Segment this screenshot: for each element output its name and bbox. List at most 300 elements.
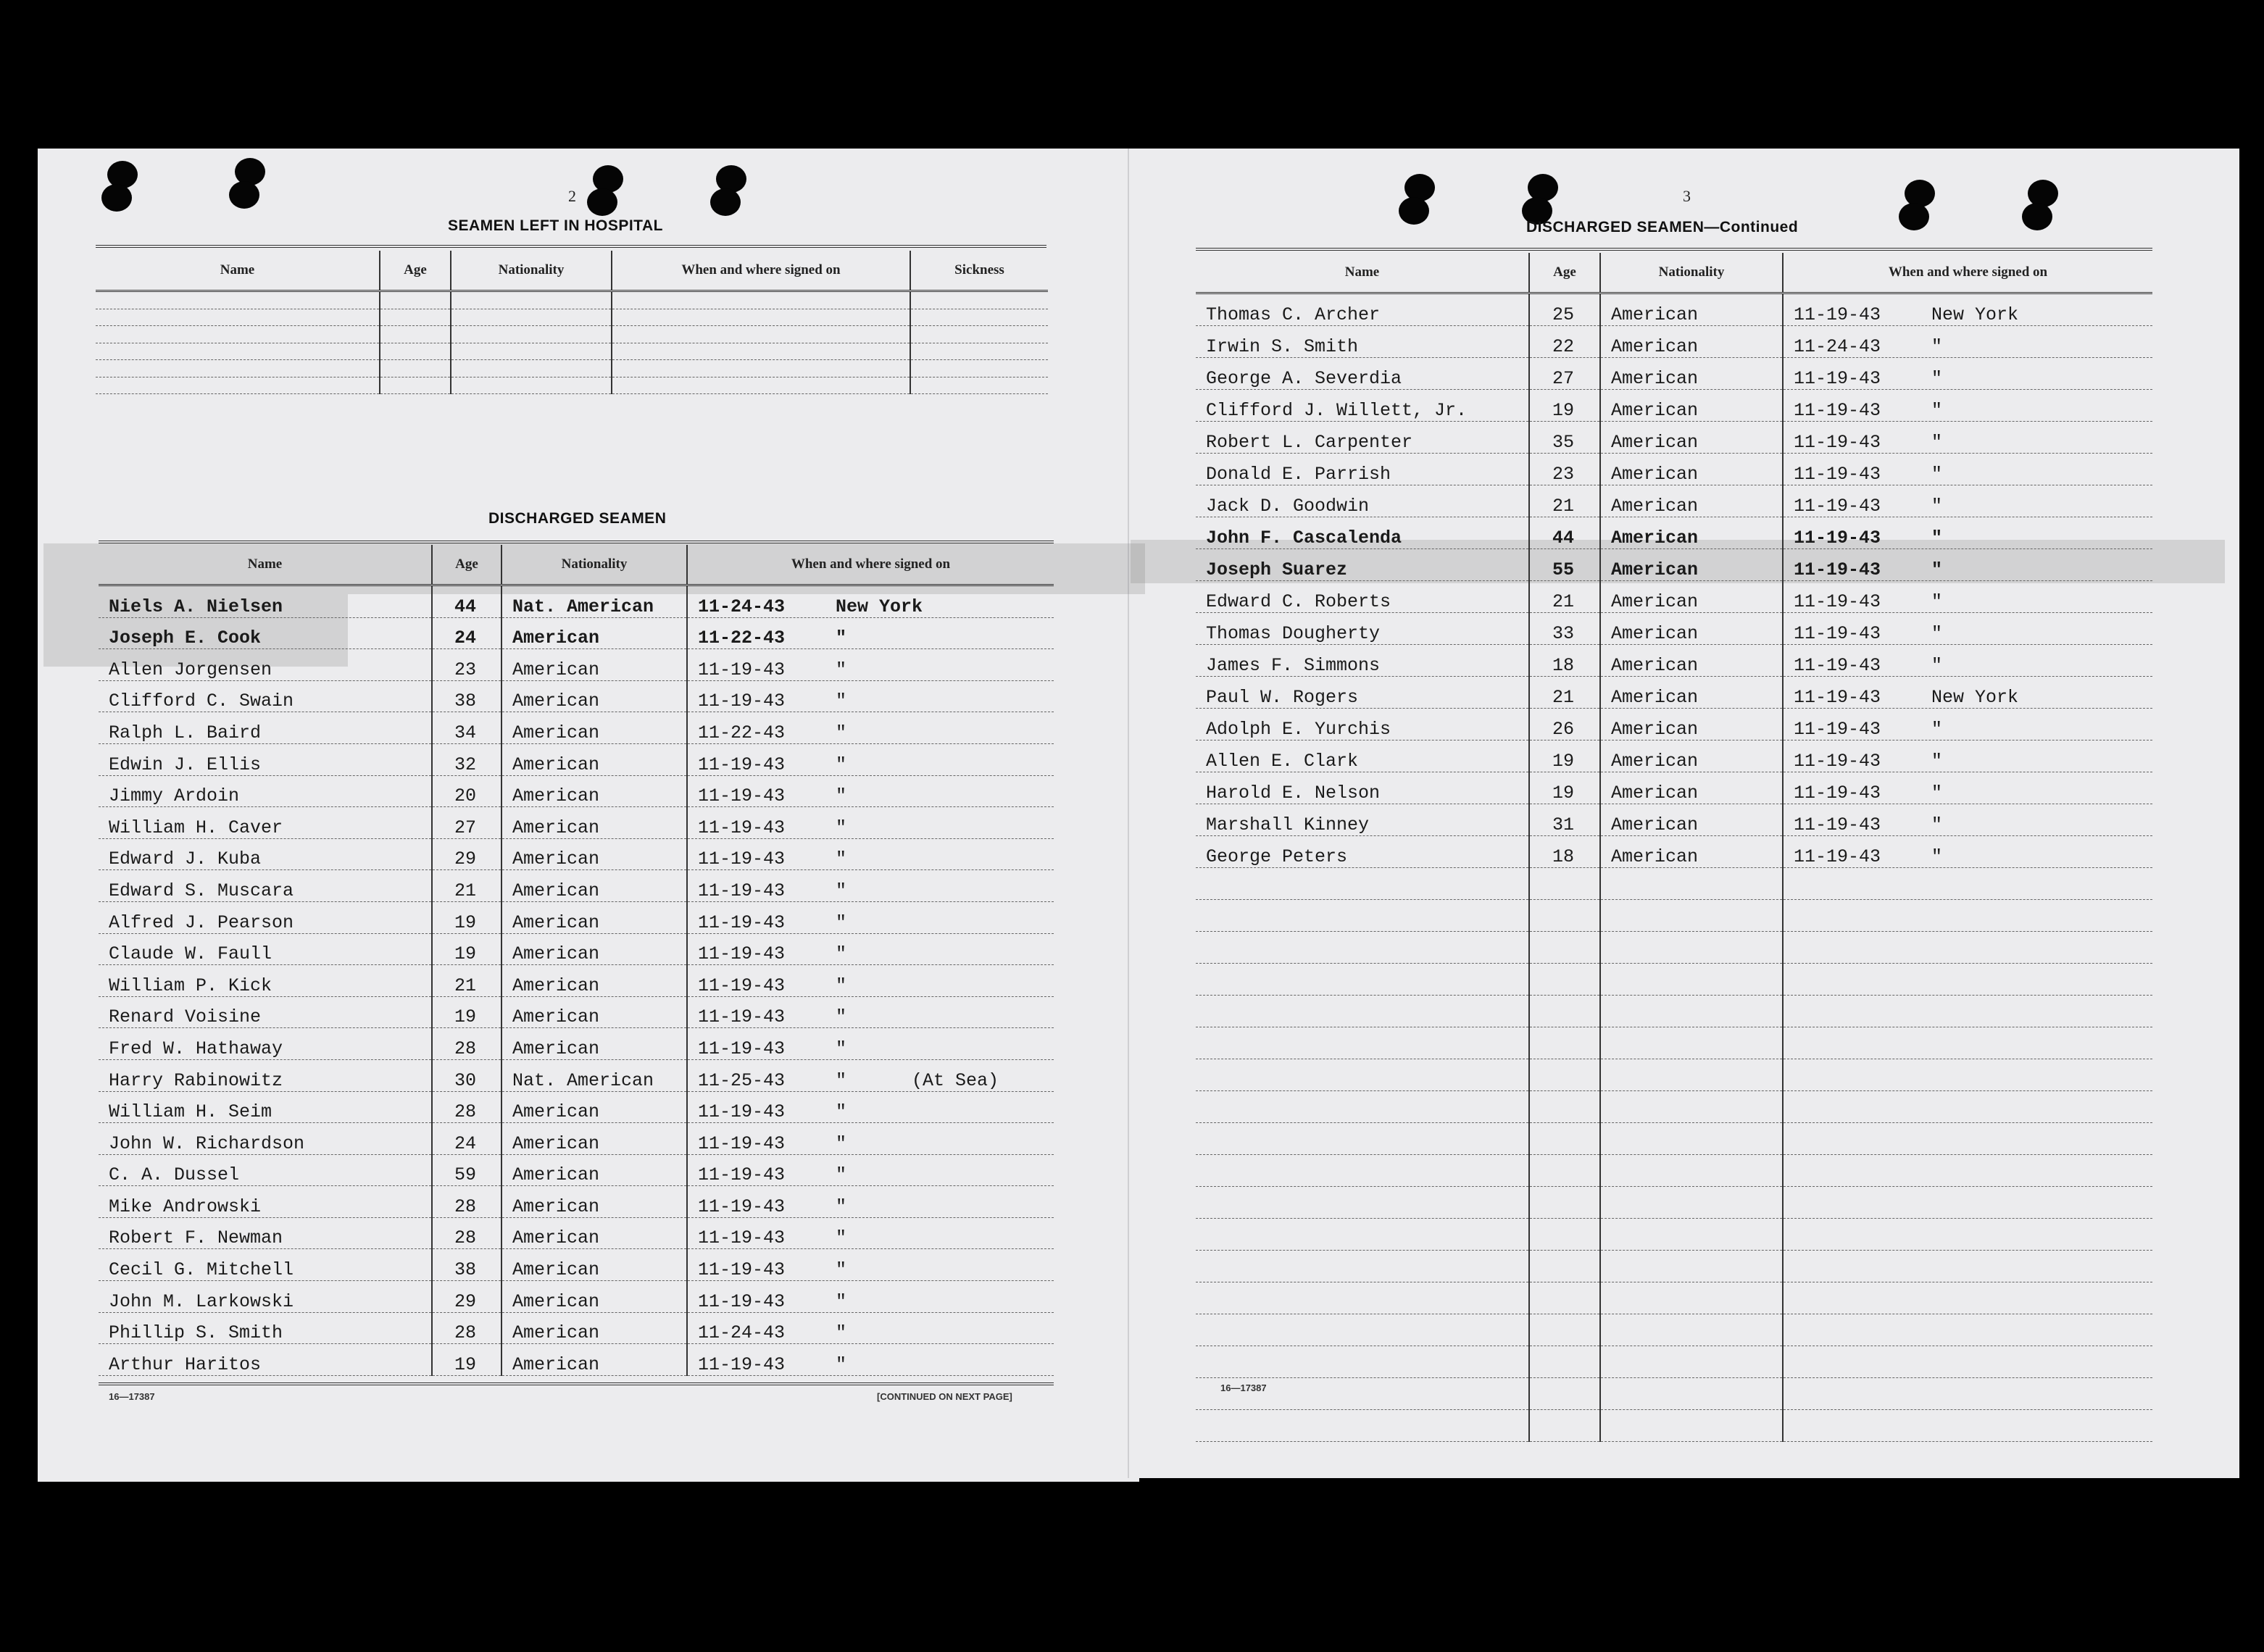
cell-signed-on [1783, 900, 2152, 932]
signed-on-place: " [1931, 719, 1943, 740]
cell-name [96, 360, 380, 377]
cell-signed-on [1783, 1346, 2152, 1378]
signed-on-date: 11-22-43 [698, 627, 786, 649]
cell-nationality: American [502, 1154, 687, 1186]
table-row [1196, 1378, 2152, 1410]
table-row [96, 377, 1048, 394]
cell-signed-on [1783, 996, 2152, 1027]
cell-signed-on [687, 1028, 1054, 1060]
cell-nationality [1600, 1251, 1783, 1282]
cell-name: Mike Androwski [99, 1186, 432, 1218]
signed-on-place: " [1931, 368, 1943, 389]
cell-signed-on [687, 1281, 1054, 1313]
cell-name: Joseph Suarez [1196, 549, 1529, 581]
signed-on-date: 11-24-43 [698, 1322, 786, 1344]
cell-name: Donald E. Parrish [1196, 454, 1529, 485]
cell-nationality: American [502, 1281, 687, 1313]
rule [96, 245, 1046, 248]
cell-signed-on [1783, 964, 2152, 996]
cell-age: 20 [432, 775, 502, 807]
cell-name [1196, 900, 1529, 932]
cell-signed-on [687, 870, 1054, 902]
cell-signed-on [1783, 1378, 2152, 1410]
cell-signed-on [687, 649, 1054, 681]
cell-age: 31 [1529, 804, 1600, 836]
table-row [1196, 293, 2152, 326]
cell-name: Edward C. Roberts [1196, 581, 1529, 613]
cell-age [380, 309, 451, 326]
signed-on-place: " [836, 880, 847, 901]
signed-on-place: New York [1931, 304, 2019, 325]
cell-name [96, 291, 380, 309]
table-row [99, 1059, 1054, 1091]
page-number: 2 [568, 187, 576, 205]
table-row [1196, 1219, 2152, 1251]
cell-signed-on [1783, 1314, 2152, 1346]
cell-signed-on [1783, 293, 2152, 326]
signed-on-place: " [836, 817, 847, 838]
form-number: 16—17387 [1220, 1382, 1267, 1393]
rule [1196, 248, 2152, 251]
cell-name [1196, 996, 1529, 1027]
cell-name [1196, 1219, 1529, 1251]
signed-on-place: " [836, 627, 847, 649]
cell-name: C. A. Dussel [99, 1154, 432, 1186]
signed-on-place: " (At Sea) [836, 1069, 999, 1091]
cell-nationality: American [1600, 613, 1783, 645]
signed-on-place: " [836, 1132, 847, 1154]
signed-on-date: 11-19-43 [1794, 304, 1881, 325]
cell-name: John M. Larkowski [99, 1281, 432, 1313]
table-row [96, 343, 1048, 360]
cell-name: George Peters [1196, 836, 1529, 868]
table-row [1196, 1251, 2152, 1282]
signed-on-place: New York [836, 596, 923, 617]
cell-nationality: American [502, 1028, 687, 1060]
cell-age: 29 [432, 838, 502, 870]
cell-nationality: American [502, 1091, 687, 1123]
cell-age [1529, 1091, 1600, 1123]
signed-on-place: " [1931, 623, 1943, 644]
cell-age: 26 [1529, 709, 1600, 741]
cell-name: Clifford C. Swain [99, 680, 432, 712]
signed-on-date: 11-19-43 [1794, 846, 1881, 867]
cell-nationality: American [1600, 677, 1783, 709]
cell-name: Edward J. Kuba [99, 838, 432, 870]
cell-age: 18 [1529, 645, 1600, 677]
cell-nationality: American [502, 870, 687, 902]
cell-nationality [1600, 1378, 1783, 1410]
cell-nationality [451, 377, 612, 394]
cell-name: Clifford J. Willett, Jr. [1196, 390, 1529, 422]
cell-nationality [451, 309, 612, 326]
cell-nationality [451, 360, 612, 377]
cell-name [1196, 868, 1529, 900]
cell-nationality: American [502, 649, 687, 681]
signed-on-date: 11-19-43 [698, 817, 786, 838]
cell-nationality: American [1600, 517, 1783, 549]
cell-sickness [910, 343, 1048, 360]
cell-nationality: American [1600, 454, 1783, 485]
cell-nationality [1600, 868, 1783, 900]
cell-nationality: American [1600, 836, 1783, 868]
cell-age [380, 360, 451, 377]
table-row [96, 309, 1048, 326]
signed-on-place: " [836, 659, 847, 680]
cell-name [96, 343, 380, 360]
signed-on-date: 11-22-43 [698, 722, 786, 743]
table-row [99, 965, 1054, 997]
signed-on-place: " [1931, 496, 1943, 517]
table-row [1196, 1346, 2152, 1378]
punch-hole [1899, 180, 1942, 238]
cell-name: Robert L. Carpenter [1196, 422, 1529, 454]
column-header-nationality: Nationality [451, 251, 612, 291]
cell-age: 38 [432, 680, 502, 712]
table-row [99, 1249, 1054, 1281]
cell-signed-on [1783, 326, 2152, 358]
signed-on-place: " [1931, 591, 1943, 612]
cell-nationality [1600, 1123, 1783, 1155]
cell-name [1196, 932, 1529, 964]
cell-age: 35 [1529, 422, 1600, 454]
cell-name [96, 377, 380, 394]
cell-signed-on [687, 807, 1054, 839]
cell-signed-on [687, 838, 1054, 870]
cell-name [1196, 1314, 1529, 1346]
cell-signed-on [1783, 422, 2152, 454]
signed-on-date: 11-19-43 [1794, 432, 1881, 453]
hospital-section-title: SEAMEN LEFT IN HOSPITAL [448, 217, 663, 234]
cell-signed-on [687, 1312, 1054, 1344]
cell-age: 23 [1529, 454, 1600, 485]
cell-nationality: American [1600, 741, 1783, 772]
cell-name: Thomas C. Archer [1196, 293, 1529, 326]
cell-signed-on [1783, 804, 2152, 836]
right-discharged-header-row [1196, 253, 2152, 293]
cell-signed-on [687, 680, 1054, 712]
cell-age: 30 [432, 1059, 502, 1091]
cell-nationality [1600, 1059, 1783, 1091]
cell-signed-on [687, 775, 1054, 807]
table-row [1196, 709, 2152, 741]
table-row [99, 1091, 1054, 1123]
cell-age: 19 [1529, 741, 1600, 772]
signed-on-date: 11-19-43 [698, 691, 786, 712]
signed-on-place: " [836, 1290, 847, 1312]
cell-age: 24 [432, 617, 502, 649]
cell-age: 29 [432, 1281, 502, 1313]
table-row [1196, 804, 2152, 836]
signed-on-place: " [1931, 400, 1943, 421]
cell-signed-on [612, 309, 910, 326]
cell-signed-on [687, 585, 1054, 618]
cell-nationality: American [502, 807, 687, 839]
cell-signed-on [687, 1344, 1054, 1376]
cell-signed-on [1783, 1059, 2152, 1091]
page-number: 3 [1683, 187, 1691, 205]
cell-signed-on [1783, 677, 2152, 709]
cell-nationality: American [502, 901, 687, 933]
cell-nationality [1600, 932, 1783, 964]
cell-sickness [910, 291, 1048, 309]
cell-age: 22 [1529, 326, 1600, 358]
cell-name: Cecil G. Mitchell [99, 1249, 432, 1281]
cell-nationality [1600, 1187, 1783, 1219]
cell-signed-on [1783, 1187, 2152, 1219]
table-row [99, 712, 1054, 744]
cell-age [1529, 1251, 1600, 1282]
cell-age: 19 [1529, 772, 1600, 804]
signed-on-date: 11-19-43 [698, 659, 786, 680]
cell-signed-on [1783, 1282, 2152, 1314]
cell-age [1529, 1346, 1600, 1378]
signed-on-place: " [1931, 559, 1943, 580]
cell-age: 21 [1529, 581, 1600, 613]
cell-age [380, 326, 451, 343]
signed-on-date: 11-19-43 [1794, 527, 1881, 548]
cell-age: 19 [432, 1344, 502, 1376]
table-row [99, 743, 1054, 775]
signed-on-date: 11-19-43 [698, 1290, 786, 1312]
cell-name: Robert F. Newman [99, 1217, 432, 1249]
cell-nationality: American [502, 1249, 687, 1281]
signed-on-date: 11-19-43 [1794, 464, 1881, 485]
cell-signed-on [1783, 485, 2152, 517]
signed-on-place: " [1931, 464, 1943, 485]
punch-hole [710, 165, 754, 223]
table-row [1196, 836, 2152, 868]
signed-on-place: " [836, 975, 847, 996]
cell-signed-on [1783, 454, 2152, 485]
signed-on-date: 11-19-43 [698, 1259, 786, 1281]
signed-on-place: " [836, 911, 847, 933]
signed-on-date: 11-19-43 [1794, 783, 1881, 804]
cell-name: Harold E. Nelson [1196, 772, 1529, 804]
cell-name [1196, 964, 1529, 996]
table-row [99, 1186, 1054, 1218]
cell-name: Edwin J. Ellis [99, 743, 432, 775]
cell-signed-on [1783, 517, 2152, 549]
cell-age: 55 [1529, 549, 1600, 581]
cell-name: George A. Severdia [1196, 358, 1529, 390]
signed-on-date: 11-19-43 [698, 1132, 786, 1154]
signed-on-date: 11-19-43 [698, 1038, 786, 1059]
cell-name [1196, 1091, 1529, 1123]
table-row [99, 870, 1054, 902]
table-row [99, 1312, 1054, 1344]
cell-signed-on [1783, 836, 2152, 868]
table-row [99, 996, 1054, 1028]
cell-nationality [1600, 1282, 1783, 1314]
signed-on-date: 11-19-43 [1794, 814, 1881, 835]
cell-age: 19 [432, 996, 502, 1028]
cell-age [1529, 1027, 1600, 1059]
cell-signed-on [1783, 1251, 2152, 1282]
table-row [1196, 390, 2152, 422]
table-row [1196, 326, 2152, 358]
signed-on-date: 11-19-43 [698, 943, 786, 965]
section-title-text: DISCHARGED SEAMEN [1526, 219, 1705, 235]
left-discharged-rows [99, 585, 1054, 1376]
table-row [99, 1123, 1054, 1155]
cell-age [1529, 1378, 1600, 1410]
cell-signed-on [612, 326, 910, 343]
signed-on-date: 11-19-43 [698, 1164, 786, 1186]
hospital-rows [96, 291, 1048, 394]
table-row [99, 649, 1054, 681]
cell-age: 28 [432, 1217, 502, 1249]
cell-age [1529, 932, 1600, 964]
signed-on-place: " [836, 1196, 847, 1217]
table-row [99, 1028, 1054, 1060]
cell-age: 34 [432, 712, 502, 744]
cell-name: Fred W. Hathaway [99, 1028, 432, 1060]
cell-nationality [1600, 900, 1783, 932]
hospital-header-row [96, 251, 1048, 291]
cell-signed-on [687, 933, 1054, 965]
cell-signed-on [1783, 581, 2152, 613]
cell-signed-on [1783, 1091, 2152, 1123]
cell-age: 21 [432, 870, 502, 902]
signed-on-date: 11-19-43 [698, 754, 786, 775]
cell-signed-on [687, 1186, 1054, 1218]
signed-on-place: " [836, 1259, 847, 1281]
cell-name [1196, 1027, 1529, 1059]
cell-name: William P. Kick [99, 965, 432, 997]
signed-on-date: 11-19-43 [698, 1196, 786, 1217]
cell-name: William H. Seim [99, 1091, 432, 1123]
signed-on-date: 11-19-43 [1794, 400, 1881, 421]
cell-nationality: American [502, 996, 687, 1028]
table-row [1196, 932, 2152, 964]
table-row [96, 291, 1048, 309]
table-row [99, 838, 1054, 870]
cell-nationality: American [1600, 422, 1783, 454]
cell-age: 28 [432, 1028, 502, 1060]
table-row [1196, 677, 2152, 709]
signed-on-date: 11-19-43 [698, 911, 786, 933]
table-row [99, 933, 1054, 965]
column-header-age: Age [380, 251, 451, 291]
column-header-nationality: Nationality [1600, 253, 1783, 293]
cell-age [1529, 964, 1600, 996]
cell-nationality: American [1600, 549, 1783, 581]
cell-name: Renard Voisine [99, 996, 432, 1028]
cell-nationality: American [1600, 485, 1783, 517]
signed-on-date: 11-19-43 [1794, 496, 1881, 517]
right-discharged-rows [1196, 293, 2152, 1442]
table-row [99, 901, 1054, 933]
cell-nationality: American [502, 1312, 687, 1344]
cell-nationality: American [502, 680, 687, 712]
signed-on-date: 11-19-43 [1794, 751, 1881, 772]
signed-on-date: 11-19-43 [1794, 655, 1881, 676]
cell-nationality [1600, 1155, 1783, 1187]
cell-name: Arthur Haritos [99, 1344, 432, 1376]
cell-signed-on [1783, 613, 2152, 645]
table-row [1196, 549, 2152, 581]
column-header-age: Age [1529, 253, 1600, 293]
cell-signed-on [1783, 1410, 2152, 1442]
rule [99, 1382, 1054, 1385]
cell-name: Ralph L. Baird [99, 712, 432, 744]
cell-name [1196, 1410, 1529, 1442]
table-row [1196, 1059, 2152, 1091]
signed-on-date: 11-19-43 [698, 848, 786, 870]
signed-on-date: 11-24-43 [698, 596, 786, 617]
cell-nationality: American [502, 1344, 687, 1376]
cell-age [1529, 1282, 1600, 1314]
cell-signed-on [612, 291, 910, 309]
signed-on-place: " [836, 754, 847, 775]
cell-name: Adolph E. Yurchis [1196, 709, 1529, 741]
signed-on-place: " [836, 785, 847, 807]
punch-hole [101, 161, 145, 219]
cell-age [1529, 1187, 1600, 1219]
table-row [99, 617, 1054, 649]
cell-age: 24 [432, 1123, 502, 1155]
cell-signed-on [1783, 932, 2152, 964]
cell-age [1529, 1410, 1600, 1442]
cell-age [1529, 1123, 1600, 1155]
cell-age: 23 [432, 649, 502, 681]
cell-name [1196, 1282, 1529, 1314]
cell-nationality [1600, 1027, 1783, 1059]
signed-on-place: " [836, 1101, 847, 1123]
signed-on-place: " [1931, 655, 1943, 676]
cell-nationality: American [502, 617, 687, 649]
table-row [1196, 645, 2152, 677]
cell-nationality: American [502, 965, 687, 997]
cell-nationality: American [502, 1186, 687, 1218]
signed-on-place: " [836, 848, 847, 870]
discharged-continued-title [1526, 219, 1798, 236]
signed-on-place: " [1931, 783, 1943, 804]
cell-name: Claude W. Faull [99, 933, 432, 965]
cell-name: John W. Richardson [99, 1123, 432, 1155]
cell-nationality: American [1600, 772, 1783, 804]
cell-nationality [1600, 1346, 1783, 1378]
table-row [1196, 1123, 2152, 1155]
cell-age [1529, 900, 1600, 932]
cell-sickness [910, 309, 1048, 326]
table-row [1196, 454, 2152, 485]
cell-nationality: American [502, 712, 687, 744]
cell-name: Paul W. Rogers [1196, 677, 1529, 709]
signed-on-place: " [836, 1164, 847, 1186]
cell-nationality: American [502, 775, 687, 807]
cell-age: 19 [1529, 390, 1600, 422]
cell-age: 44 [432, 585, 502, 618]
cell-age: 28 [432, 1091, 502, 1123]
cell-nationality [1600, 1410, 1783, 1442]
cell-nationality [451, 291, 612, 309]
cell-name: Harry Rabinowitz [99, 1059, 432, 1091]
signed-on-place: " [836, 1322, 847, 1344]
cell-sickness [910, 377, 1048, 394]
continued-note: [CONTINUED ON NEXT PAGE] [877, 1391, 1012, 1402]
cell-signed-on [1783, 1155, 2152, 1187]
column-header-signed-on: When and where signed on [687, 545, 1054, 585]
cell-signed-on [687, 1091, 1054, 1123]
cell-name: Jimmy Ardoin [99, 775, 432, 807]
signed-on-place: " [1931, 527, 1943, 548]
table-row [1196, 485, 2152, 517]
cell-nationality: American [1600, 293, 1783, 326]
cell-nationality: Nat. American [502, 1059, 687, 1091]
table-row [1196, 741, 2152, 772]
